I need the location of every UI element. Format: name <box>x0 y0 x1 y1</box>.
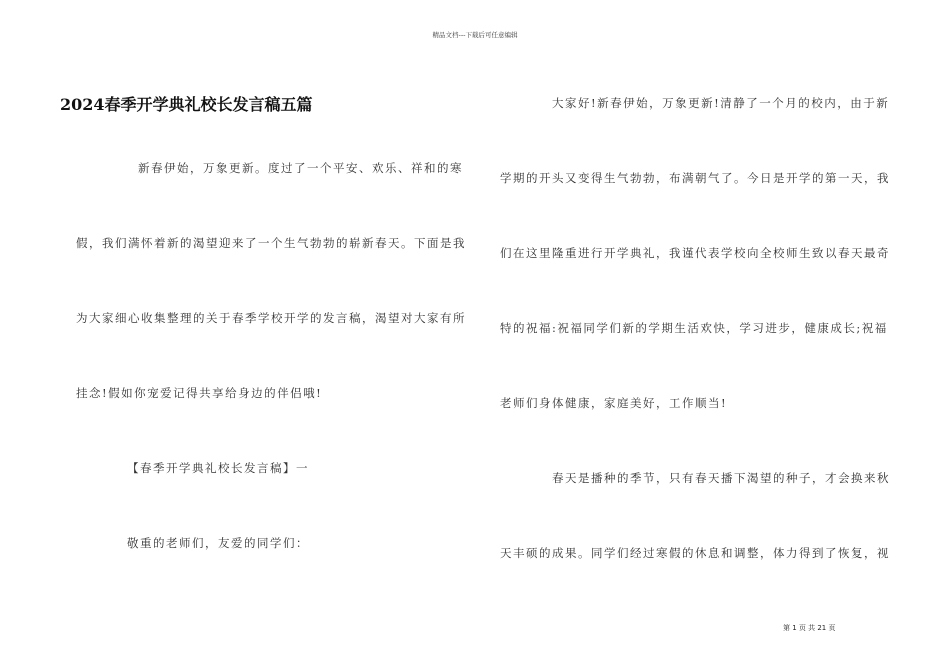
header-note: 精品文档---下载后可任意编辑 <box>432 31 518 39</box>
right-paragraph-line: 特的祝福:祝福同学们新的学期生活欢快，学习进步，健康成长;祝福 <box>500 321 888 335</box>
left-paragraph-line: 挂念!假如你宠爱记得共享给身边的伴侣哦! <box>76 386 323 400</box>
right-paragraph-line: 老师们身体健康，家庭美好，工作顺当! <box>500 396 728 410</box>
page-number-footer: 第 1 页 共 21 页 <box>783 624 836 632</box>
right-paragraph-line: 们在这里隆重进行开学典礼，我谨代表学校向全校师生致以春天最奇 <box>500 246 890 260</box>
salutation: 敬重的老师们，友爱的同学们： <box>127 536 309 550</box>
right-paragraph-line: 大家好!新春伊始，万象更新!清静了一个月的校内，由于新 <box>552 96 890 110</box>
section-heading: 【春季开学典礼校长发言稿】一 <box>127 461 309 475</box>
left-paragraph-line: 假，我们满怀着新的渴望迎来了一个生气勃勃的崭新春天。下面是我 <box>76 236 466 250</box>
right-paragraph-line: 学期的开头又变得生气勃勃，布满朝气了。今日是开学的第一天，我 <box>500 171 890 185</box>
right-paragraph-line: 天丰硕的成果。同学们经过寒假的休息和调整，体力得到了恢复，视 <box>500 546 890 560</box>
right-paragraph-line: 春天是播种的季节，只有春天播下渴望的种子，才会换来秋 <box>552 471 890 485</box>
left-paragraph-line: 为大家细心收集整理的关于春季学校开学的发言稿，渴望对大家有所 <box>76 311 466 325</box>
document-title: 2024春季开学典礼校长发言稿五篇 <box>60 95 313 114</box>
left-paragraph-line: 新春伊始，万象更新。度过了一个平安、欢乐、祥和的寒 <box>138 161 463 175</box>
